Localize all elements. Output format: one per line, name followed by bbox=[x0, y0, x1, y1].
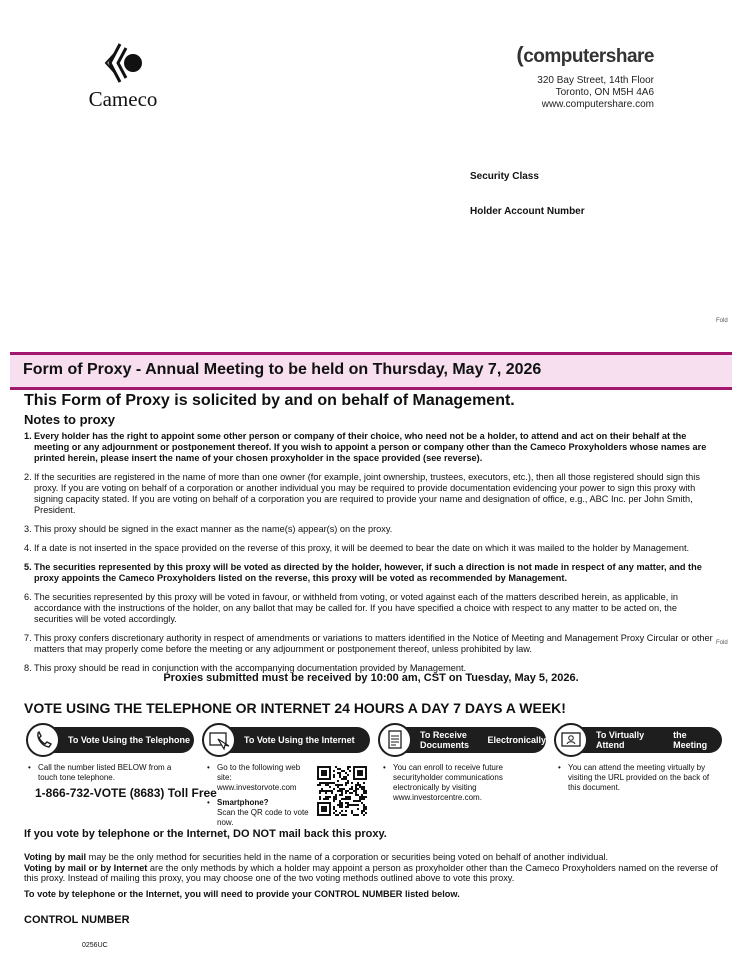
cameco-logo-mark bbox=[98, 42, 148, 84]
notes-heading: Notes to proxy bbox=[24, 412, 116, 427]
internet-method-title: To Vote Using the Internet bbox=[244, 735, 355, 745]
note-3: 3. This proxy should be signed in the exact manner as the name(s) appear(s) on the proxy. bbox=[24, 524, 393, 534]
form-code: 0256UC bbox=[82, 942, 108, 949]
internet-method-body bbox=[205, 763, 310, 828]
cameco-logo bbox=[78, 42, 168, 112]
form-title: Form of Proxy - Annual Meeting to be held on Thursday, May 7, 2026 bbox=[23, 361, 542, 378]
notes-list bbox=[24, 431, 714, 682]
edocs-method-title: To Receive Documents Electronically bbox=[420, 730, 546, 750]
edocs-instructions: • You can enroll to receive future securityholder communications electronically by visiting www.investorcentre.com. bbox=[381, 763, 541, 803]
agent-address bbox=[537, 75, 654, 111]
phone-icon bbox=[26, 723, 60, 757]
fold-mark-top: Fold bbox=[716, 318, 728, 324]
internet-cursor-icon bbox=[202, 723, 236, 757]
note-2: 2. If the securities are registered in the name of more than one owner (for example, joint ownership, trustees, executors, etc.), then all those registered should sign this proxy. If you are voting on behalf of a corporation or another individual you may be required to provide documentation evidencing your power to sign this proxy with signing capacity stated. If you are voting on behalf of a corporation you are required to provide your name and designation of office, e.g., ABC Inc. per John Smith, President. bbox=[24, 472, 700, 515]
note-1: 1. Every holder has the right to appoint some other person or company of their choice, who need not be a holder, to attend and act on their behalf at the meeting or any adjournment or postponement thereof. If you wish to appoint a person or company other than the Cameco Proxyholders whose names are printed herein, please insert the name of your chosen proxyholder in the space provided (see reverse). bbox=[24, 431, 707, 463]
virtual-meeting-icon bbox=[554, 723, 588, 757]
cameco-wordmark: Cameco bbox=[88, 87, 158, 111]
computershare-logo: (computershare bbox=[516, 42, 654, 67]
phone-method-title: To Vote Using the Telephone bbox=[68, 735, 191, 745]
smartphone-instructions: • Smartphone? Scan the QR code to vote now. bbox=[205, 798, 310, 828]
virtual-instructions: • You can attend the meeting virtually by visiting the URL provided on the back of this document. bbox=[556, 763, 721, 793]
note-8: 8. This proxy should be read in conjunction with the accompanying documentation provided by Management. bbox=[24, 663, 467, 673]
control-number-label: CONTROL NUMBER bbox=[24, 914, 130, 926]
vote-heading: VOTE USING THE TELEPHONE OR INTERNET 24 HOURS A DAY 7 DAYS A WEEK! bbox=[24, 700, 566, 716]
address-line2: Toronto, ON M5H 4A6 bbox=[555, 87, 654, 98]
document-icon bbox=[378, 723, 412, 757]
note-5: 5. The securities represented by this proxy will be voted as directed by the holder, however, if such a direction is not made in respect of any matter, and the proxy appoints the Cameco Proxyholders listed on the reverse, this proxy will be voted as recommended by Management. bbox=[24, 562, 702, 583]
proxy-deadline: Proxies submitted must be received by 10:00 am, CST on Tuesday, May 5, 2026. bbox=[163, 672, 579, 684]
virtual-method-body bbox=[556, 763, 721, 793]
phone-instructions: • Call the number listed BELOW from a touch tone telephone. bbox=[26, 763, 186, 783]
toll-free-number[interactable]: 1-866-732-VOTE (8683) Toll Free bbox=[35, 786, 217, 800]
control-number-note: To vote by telephone or the Internet, you will need to provide your CONTROL NUMBER listed below. bbox=[24, 889, 460, 899]
agent-website: www.computershare.com bbox=[541, 99, 654, 110]
note-4: 4. If a date is not inserted in the space provided on the reverse of this proxy, it will be deemed to bear the date on which it was mailed to the holder by Management. bbox=[24, 543, 690, 553]
do-not-mail-warning: If you vote by telephone or the Internet, DO NOT mail back this proxy. bbox=[24, 828, 387, 840]
note-6: 6. The securities represented by this proxy will be voted in favour, or withheld from voting, or voted against each of the matters described herein, as applicable, in accordance with the instructions of the holder, on any ballot that may be called for. If you have specified a choice with respect to any matter to be acted on, the securities will be voted accordingly. bbox=[24, 592, 678, 624]
security-class-label: Security Class bbox=[470, 171, 539, 182]
internet-instructions: • Go to the following web site: www.investorvote.com bbox=[205, 763, 310, 793]
virtual-method-title: To Virtually Attend the Meeting bbox=[596, 730, 708, 750]
phone-method-body bbox=[26, 763, 186, 783]
mail-voting-info: Voting by mail may be the only method for securities held in the name of a corporation or securities being voted on behalf of another individual. Voting by mail or by Internet are the only methods by which a holder may appoint a person as proxyholder other than the Cameco Proxyholders named on the reverse of this proxy. Instead of mailing this proxy, you may choose one of the two voting methods outlined above to vote this proxy. bbox=[24, 852, 718, 883]
address-line1: 320 Bay Street, 14th Floor bbox=[537, 75, 654, 86]
computershare-wordmark: computershare bbox=[523, 46, 654, 67]
form-title-banner bbox=[10, 352, 732, 390]
fold-mark-bottom: Fold bbox=[716, 640, 728, 646]
edocs-method-body bbox=[381, 763, 541, 803]
note-7: 7. This proxy confers discretionary authority in respect of amendments or variations to matters identified in the Notice of Meeting and Management Proxy Circular or other matters that may properly come before the meeting or any adjournment or postponement thereof, unless prohibited by law. bbox=[24, 633, 713, 654]
solicitation-heading: This Form of Proxy is solicited by and on behalf of Management. bbox=[24, 392, 515, 409]
qr-code[interactable] bbox=[317, 766, 367, 821]
holder-account-label: Holder Account Number bbox=[470, 206, 585, 217]
